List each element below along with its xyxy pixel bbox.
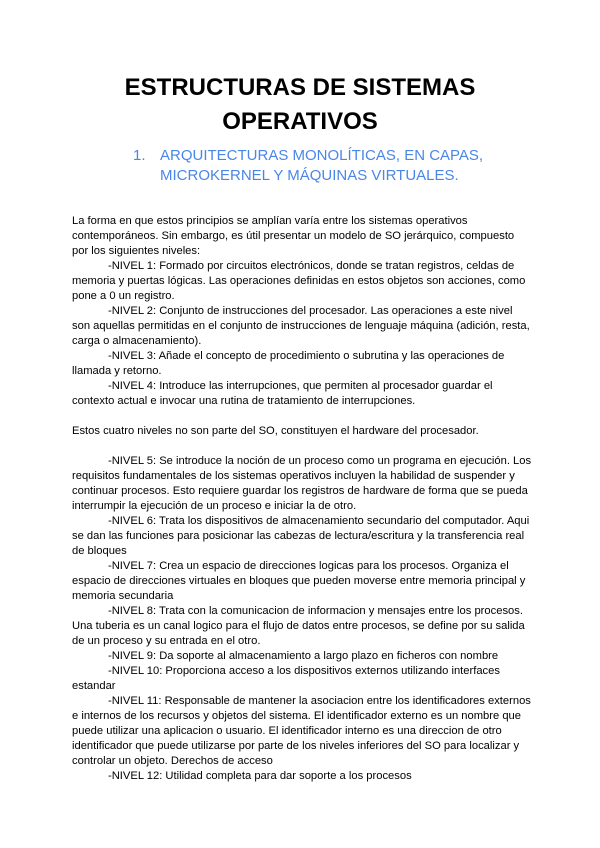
- intro-paragraph: La forma en que estos principios se amplían varía entre los sistemas operativos contemporáneos. Sin embargo, es útil presentar un modelo de SO jerárquico, compuesto por los siguientes niveles:: [72, 215, 515, 257]
- level-6-paragraph: -NIVEL 6: Trata los dispositivos de almacenamiento secundario del computador. Aqui se dan las funciones para posicionar las cabezas de lectura/escritura y la transferencia real de bloques: [72, 515, 530, 557]
- level-8-paragraph: -NIVEL 8: Trata con la comunicacion de informacion y mensajes entre los procesos. Una tuberia es un canal logico para el flujo de datos entre procesos, se define por su salida de un proceso y su entrada en el otro.: [72, 605, 525, 647]
- level-7-paragraph: -NIVEL 7: Crea un espacio de direcciones logicas para los procesos. Organiza el espacio de direcciones virtuales en bloques que pueden moverse entre memoria principal y memoria secundaria: [72, 560, 526, 602]
- paragraph-spacer: [72, 409, 532, 424]
- section-heading: [133, 146, 553, 186]
- page-title: ESTRUCTURAS DE SISTEMAS OPERATIVOS: [124, 74, 476, 135]
- section-heading-line1: ARQUITECTURAS MONOLÍTICAS, EN CAPAS,: [160, 147, 484, 164]
- level-1-paragraph: -NIVEL 1: Formado por circuitos electrónicos, donde se tratan registros, celdas de memoria y puertas lógicas. Las operaciones definidas en estos objetos son acciones, como pone a 0 un registro.: [72, 260, 526, 302]
- summary-paragraph: Estos cuatro niveles no son parte del SO, constituyen el hardware del procesador.: [72, 425, 479, 437]
- level-10-paragraph: -NIVEL 10: Proporciona acceso a los dispositivos externos utilizando interfaces estandar: [72, 665, 500, 692]
- level-5-paragraph: -NIVEL 5: Se introduce la noción de un proceso como un programa en ejecución. Los requisitos fundamentales de los sistemas operativos incluyen la habilidad de suspender y continuar procesos. Esto requiere guardar los registros de hardware de forma que se pueda interrumpir la ejecución de un proceso e iniciar la de otro.: [72, 455, 532, 512]
- document-body: [72, 214, 532, 784]
- level-2-paragraph: -NIVEL 2: Conjunto de instrucciones del procesador. Las operaciones a este nivel son aquellas permitidas en el conjunto de instrucciones de lenguaje máquina (adición, resta, carga o almacenamiento).: [72, 305, 530, 347]
- section-number: 1.: [133, 147, 146, 164]
- section-heading-line2: MICROKERNEL Y MÁQUINAS VIRTUALES.: [160, 167, 459, 184]
- level-11-paragraph: -NIVEL 11: Responsable de mantener la asociacion entre los identificadores externos e internos de los recursos y objetos del sistema. El identificador externo es un nombre que puede utilizar una aplicacion o usuario. El identificador interno es una direccion de otro identificador que puede utilizarse por parte de los niveles inferiores del SO para localizar y controlar un objeto. Derechos de acceso: [72, 695, 531, 767]
- level-12-paragraph: -NIVEL 12: Utilidad completa para dar soporte a los procesos: [108, 770, 412, 782]
- level-9-paragraph: -NIVEL 9: Da soporte al almacenamiento a largo plazo en ficheros con nombre: [108, 650, 499, 662]
- paragraph-spacer: [72, 439, 532, 454]
- level-3-paragraph: -NIVEL 3: Añade el concepto de procedimiento o subrutina y las operaciones de llamada y retorno.: [72, 350, 505, 377]
- level-4-paragraph: -NIVEL 4: Introduce las interrupciones, que permiten al procesador guardar el contexto actual e invocar una rutina de tratamiento de interrupciones.: [72, 380, 493, 407]
